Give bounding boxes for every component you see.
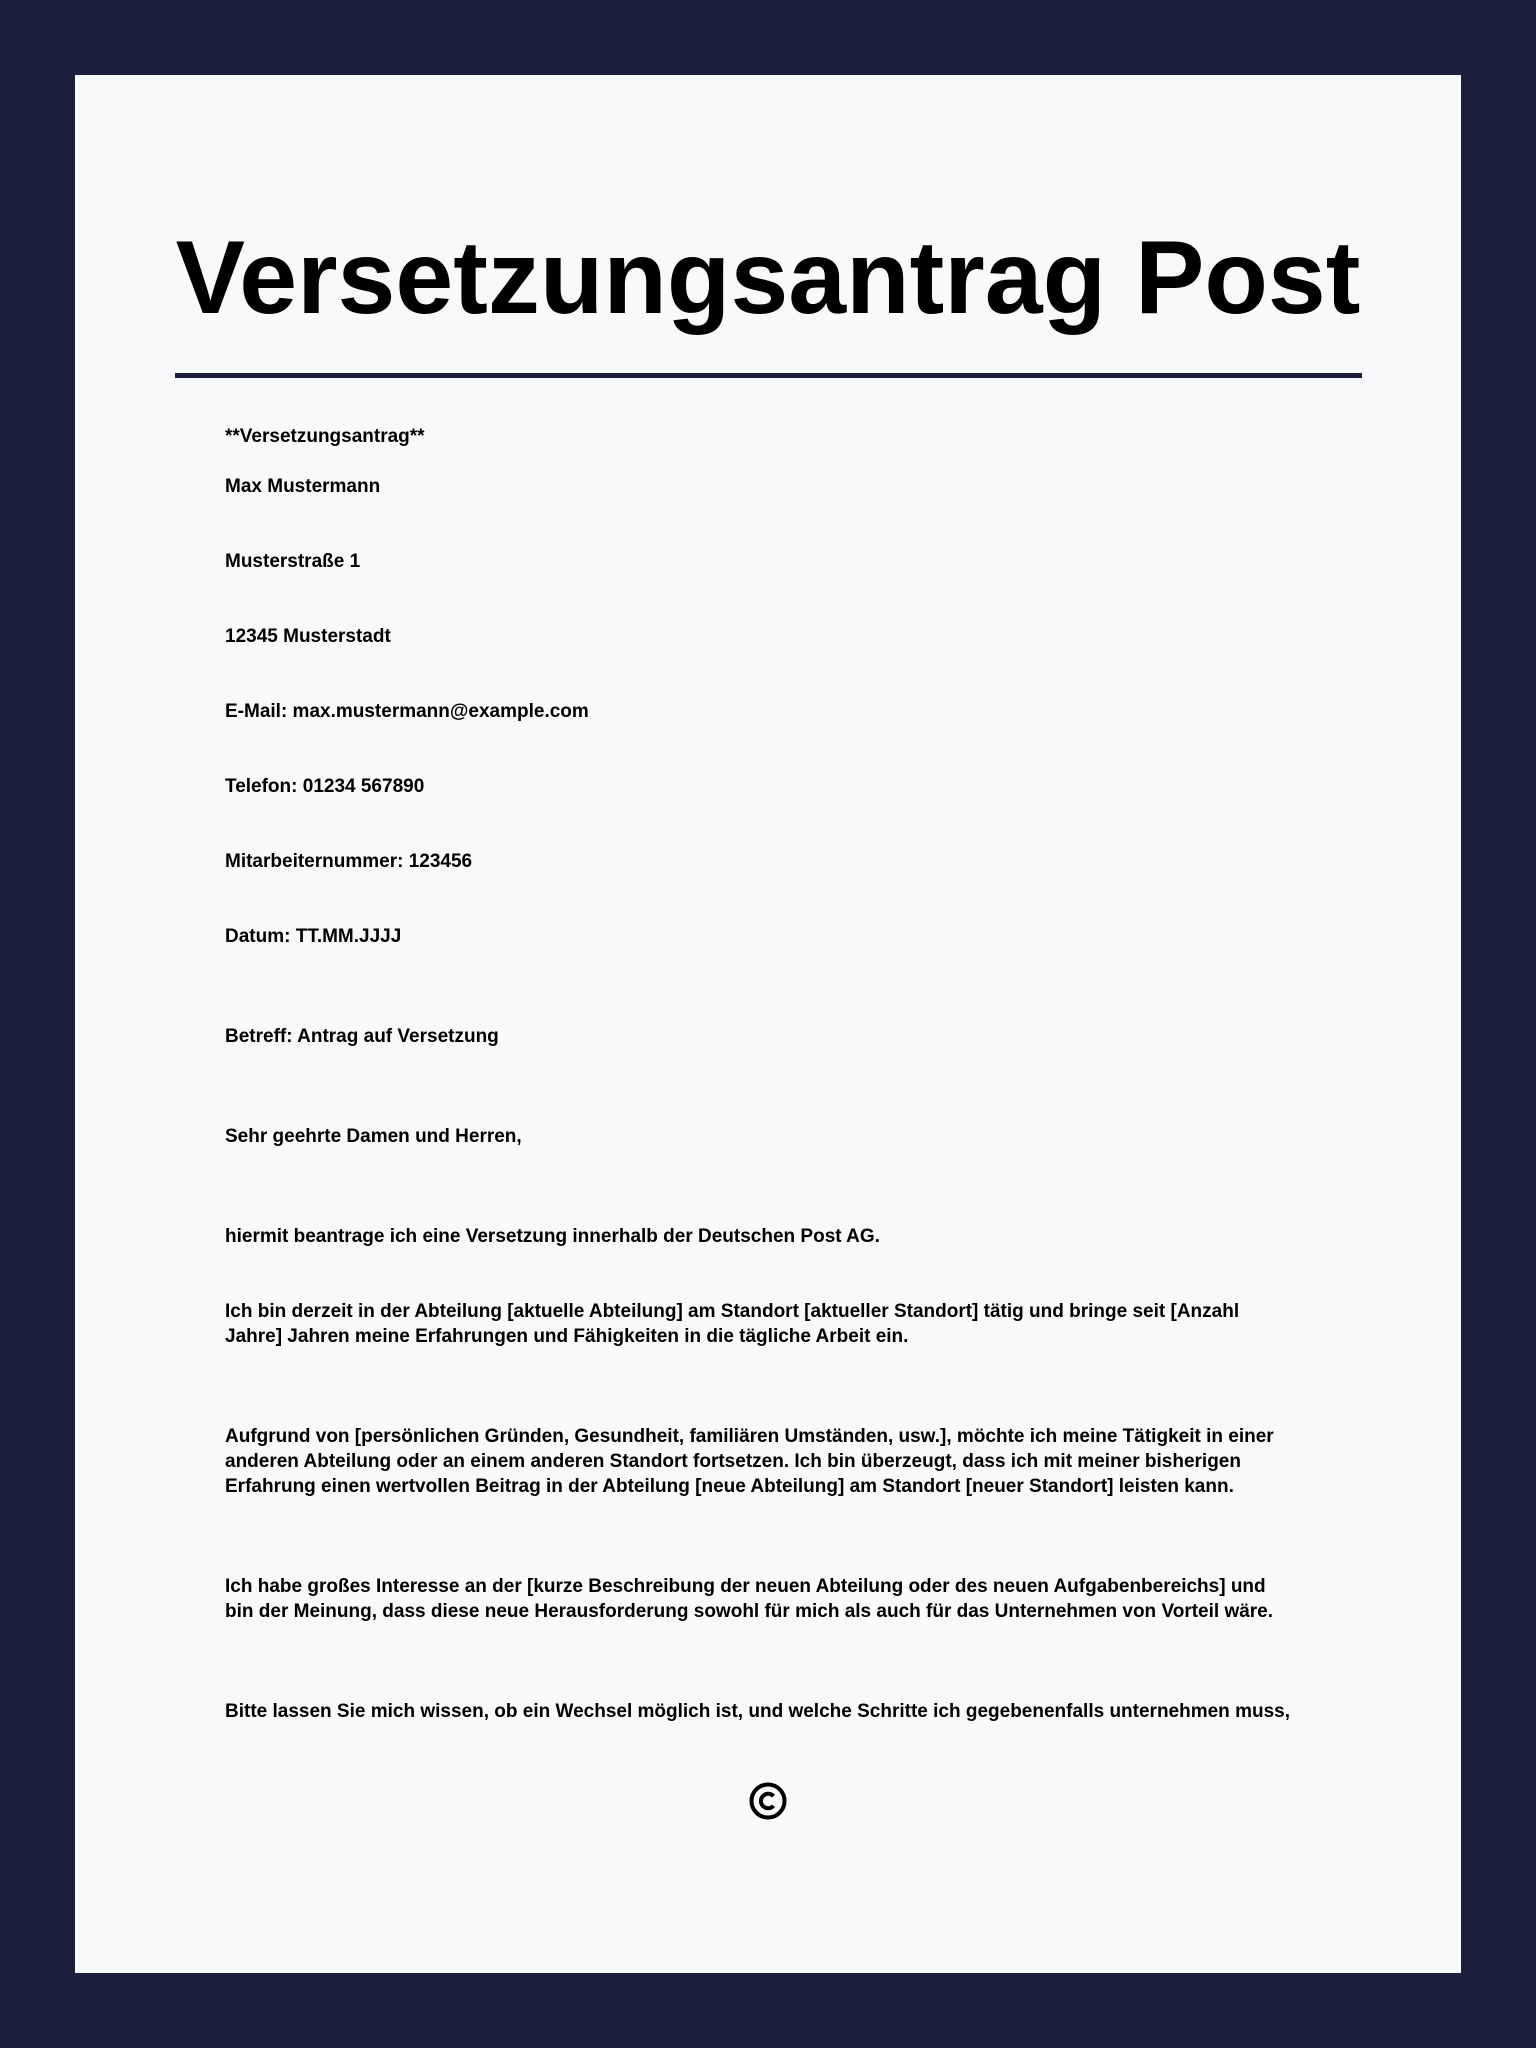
body-paragraph-5 [225,1699,1370,1724]
document-date: Datum: TT.MM.JJJJ [225,926,402,947]
subject-line: Betreff: Antrag auf Versetzung [225,1026,499,1047]
paragraph-line: Bitte lassen Sie mich wissen, ob ein Wechsel möglich ist, und welche Schritte ich gegebenenfalls unternehmen muss, [225,1701,1290,1722]
paragraph-line: anderen Abteilung oder an einem anderen Standort fortsetzen. Ich bin überzeugt, dass ich mit meiner bisherigen [225,1451,1241,1472]
paragraph-line: Ich habe großes Interesse an der [kurze Beschreibung der neuen Abteilung oder des neuen Aufgabenbereichs] und [225,1576,1266,1597]
paragraph-line: bin der Meinung, dass diese neue Herausforderung sowohl für mich als auch für das Unternehmen von Vorteil wäre. [225,1601,1274,1622]
title-divider [175,373,1362,378]
sender-email: E-Mail: max.mustermann@example.com [225,701,589,722]
body-paragraph-1 [225,1224,1370,1249]
document-heading: **Versetzungsantrag** [225,426,425,447]
salutation: Sehr geehrte Damen und Herren, [225,1126,522,1147]
paragraph-line: hiermit beantrage ich eine Versetzung innerhalb der Deutschen Post AG. [225,1226,880,1247]
sender-name: Max Mustermann [225,476,381,497]
sender-phone: Telefon: 01234 567890 [225,776,425,797]
paragraph-line: Erfahrung einen wertvollen Beitrag in der Abteilung [neue Abteilung] am Standort [neuer Standort] leisten kann. [225,1476,1234,1497]
sender-city: 12345 Musterstadt [225,626,391,647]
paragraph-line: Ich bin derzeit in der Abteilung [aktuelle Abteilung] am Standort [aktueller Standort] tätig und bringe seit [Anzahl [225,1301,1240,1322]
sender-employee-number: Mitarbeiternummer: 123456 [225,851,473,872]
paragraph-line: Jahre] Jahren meine Erfahrungen und Fähigkeiten in die tägliche Arbeit ein. [225,1326,909,1347]
body-paragraph-4 [225,1574,1370,1624]
copyright-icon [743,1776,793,1826]
body-paragraph-2 [225,1299,1370,1349]
body-paragraph-3 [225,1424,1370,1499]
paragraph-line: Aufgrund von [persönlichen Gründen, Gesundheit, familiären Umständen, usw.], möchte ich meine Tätigkeit in einer [225,1426,1274,1447]
document-title: Versetzungsantrag Post [175,220,1361,336]
sender-street: Musterstraße 1 [225,551,361,572]
